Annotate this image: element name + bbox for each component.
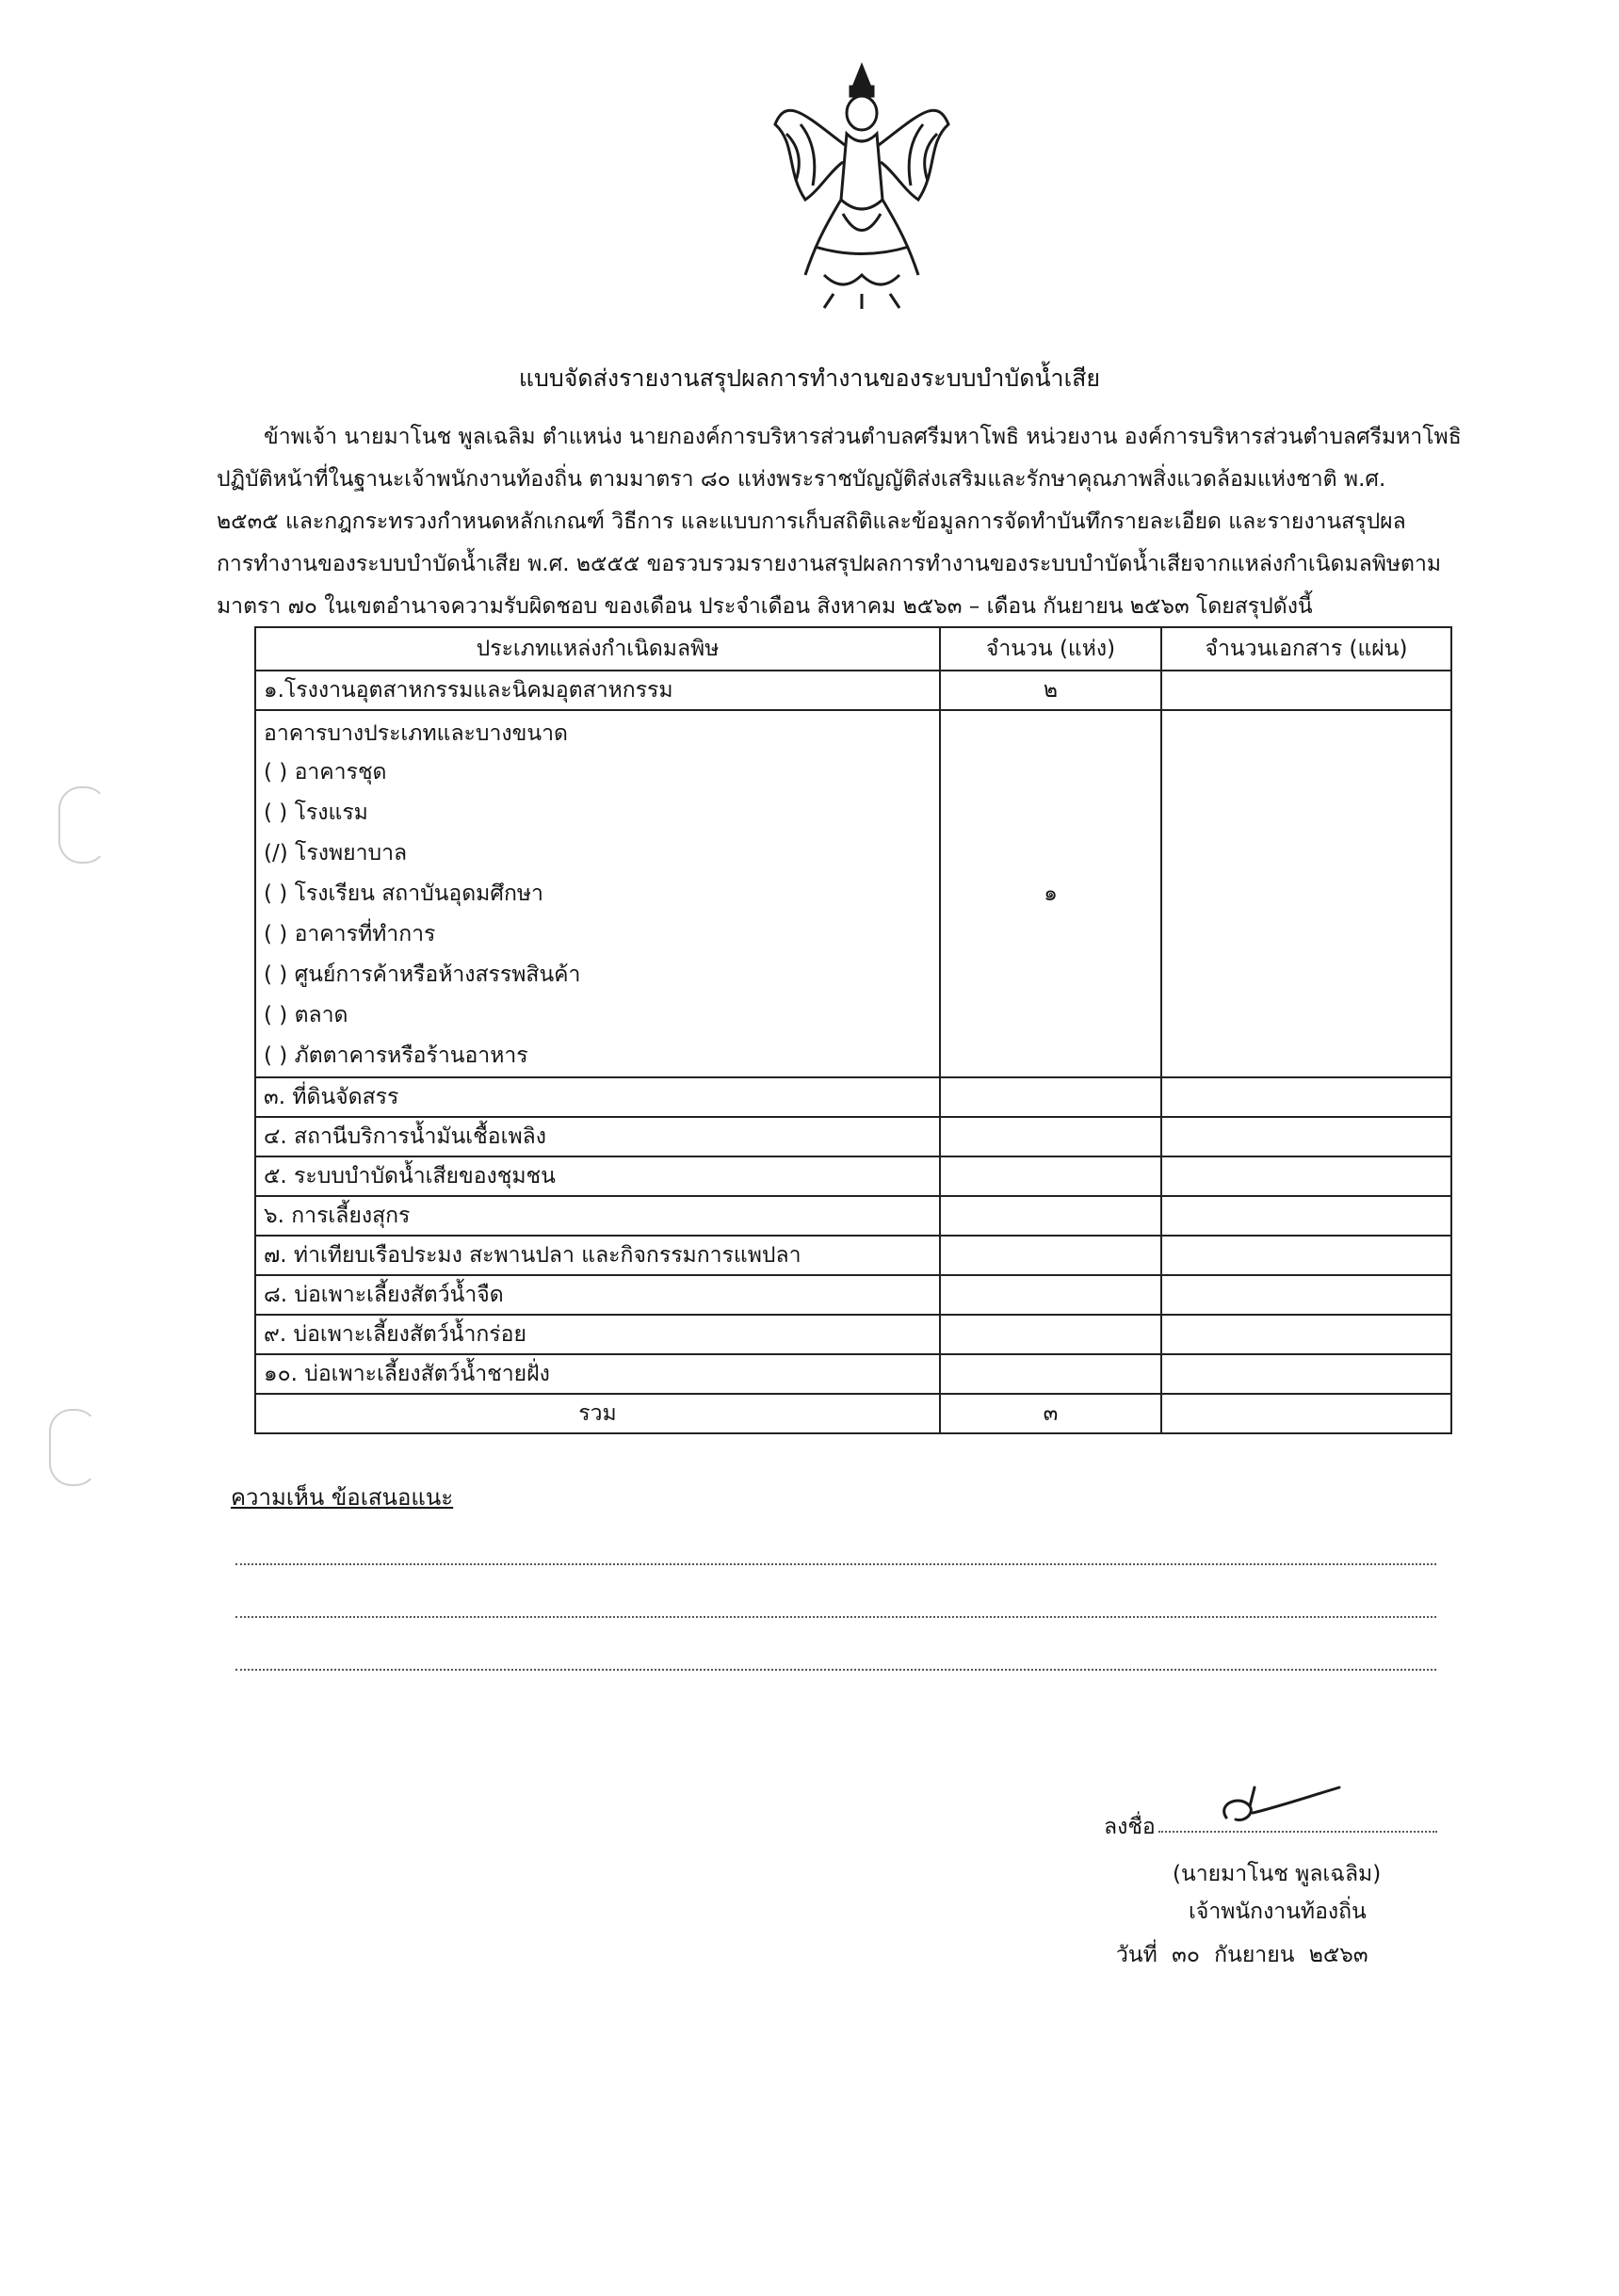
building-checkbox-item: ( ) ตลาด	[264, 1003, 348, 1027]
row-count	[940, 1156, 1161, 1196]
table-row	[255, 671, 1451, 710]
table-row-building-group	[255, 710, 1451, 1077]
comment-line[interactable]	[235, 1614, 1436, 1618]
column-header-source-type: ประเภทแหล่งกำเนิดมลพิษ	[255, 627, 940, 671]
punch-hole-mark	[49, 1409, 98, 1486]
building-checkbox-item: ( ) ศูนย์การค้าหรือห้างสรรพสินค้า	[264, 962, 581, 987]
building-checkbox-item: ( ) อาคารชุด	[264, 760, 387, 784]
column-header-count: จำนวน (แห่ง)	[940, 627, 1161, 671]
row-documents	[1161, 1156, 1451, 1196]
row-count	[940, 1196, 1161, 1236]
row-documents	[1161, 1117, 1451, 1156]
comment-line[interactable]	[235, 1667, 1436, 1671]
row-documents	[1161, 1354, 1451, 1394]
sign-label: ลงชื่อ	[1104, 1815, 1156, 1839]
row-label: ๑.โรงงานอุตสาหกรรมและนิคมอุตสาหกรรม	[255, 671, 940, 710]
comments-label: ความเห็น ข้อเสนอแนะ	[231, 1484, 454, 1511]
row-label: ๗. ท่าเทียบเรือประมง สะพานปลา และกิจกรรมการแพปลา	[255, 1236, 940, 1275]
row-label: ๙. บ่อเพาะเลี้ยงสัตว์น้ำกร่อย	[255, 1315, 940, 1354]
column-header-documents: จำนวนเอกสาร (แผ่น)	[1161, 627, 1451, 671]
total-documents	[1161, 1394, 1451, 1433]
row-label: ๑๐. บ่อเพาะเลี้ยงสัตว์น้ำชายฝั่ง	[255, 1354, 940, 1394]
table-row	[255, 1275, 1451, 1315]
row-count	[940, 1236, 1161, 1275]
building-checkbox-item: ( ) โรงเรียน สถาบันอุดมศึกษา	[264, 881, 543, 906]
table-row	[255, 1354, 1451, 1394]
document-title: แบบจัดส่งรายงานสรุปผลการทำงานของระบบบำบัดน้ำเสีย	[518, 364, 1101, 392]
building-group-documents	[1161, 710, 1451, 1077]
row-label: ๘. บ่อเพาะเลี้ยงสัตว์น้ำจืด	[255, 1275, 940, 1315]
punch-hole-mark	[58, 786, 107, 864]
row-count	[940, 1077, 1161, 1117]
row-count	[940, 1354, 1161, 1394]
signature-date: วันที่ ๓๐ กันยายน ๒๕๖๓	[1116, 1943, 1368, 1967]
handwritten-signature	[1198, 1780, 1358, 1836]
table-row	[255, 1156, 1451, 1196]
table-row	[255, 1236, 1451, 1275]
total-label: รวม	[255, 1394, 940, 1433]
body-line: ๒๕๓๕ และกฎกระทรวงกำหนดหลักเกณฑ์ วิธีการ และแบบการเก็บสถิติและข้อมูลการจัดทำบันทึกรายละเอียด และรายงานสรุปผล	[217, 509, 1406, 534]
row-count	[940, 1315, 1161, 1354]
table-header-row	[255, 627, 1451, 671]
building-checkbox-item: ( ) ภัตตาคารหรือร้านอาหาร	[264, 1043, 528, 1068]
row-label: ๖. การเลี้ยงสุกร	[255, 1196, 940, 1236]
body-line: มาตรา ๗๐ ในเขตอำนาจความรับผิดชอบ ของเดือน ประจำเดือน สิงหาคม ๒๕๖๓ – เดือน กันยายน ๒๕๖๓ โดยสรุปดังนี้	[217, 594, 1313, 619]
building-checkbox-item: ( ) โรงแรม	[264, 800, 368, 825]
body-line: การทำงานของระบบบำบัดน้ำเสีย พ.ศ. ๒๕๕๕ ขอรวบรวมรายงานสรุปผลการทำงานของระบบบำบัดน้ำเสียจากแหล่งกำเนิดมลพิษตาม	[217, 552, 1442, 576]
garuda-emblem-icon	[768, 58, 956, 313]
table-row	[255, 1077, 1451, 1117]
row-label: ๕. ระบบบำบัดน้ำเสียของชุมชน	[255, 1156, 940, 1196]
total-count: ๓	[940, 1394, 1161, 1433]
row-documents	[1161, 1077, 1451, 1117]
row-documents	[1161, 1196, 1451, 1236]
table-row	[255, 1117, 1451, 1156]
row-count	[940, 1275, 1161, 1315]
signatory-position: เจ้าพนักงานท้องถิ่น	[1189, 1900, 1367, 1924]
row-label: ๓. ที่ดินจัดสรร	[255, 1077, 940, 1117]
building-group-cell	[255, 710, 940, 1077]
comment-line[interactable]	[235, 1561, 1436, 1565]
row-documents	[1161, 1236, 1451, 1275]
row-count: ๒	[940, 671, 1161, 710]
building-group-count: ๑	[940, 710, 1161, 1077]
body-line: ปฏิบัติหน้าที่ในฐานะเจ้าพนักงานท้องถิ่น ตามมาตรา ๘๐ แห่งพระราชบัญญัติส่งเสริมและรักษาคุณภาพสิ่งแวดล้อมแห่งชาติ พ.ศ.	[217, 467, 1386, 492]
row-label: ๔. สถานีบริการน้ำมันเชื้อเพลิง	[255, 1117, 940, 1156]
table-row	[255, 1315, 1451, 1354]
table-row	[255, 1196, 1451, 1236]
pollution-source-table	[254, 626, 1452, 1434]
building-checkbox-item: ( ) อาคารที่ทำการ	[264, 922, 436, 946]
row-documents	[1161, 671, 1451, 710]
row-count	[940, 1117, 1161, 1156]
row-documents	[1161, 1275, 1451, 1315]
table-total-row	[255, 1394, 1451, 1433]
body-line: ข้าพเจ้า นายมาโนช พูลเฉลิม ตำแหน่ง นายกองค์การบริหารส่วนตำบลศรีมหาโพธิ หน่วยงาน องค์การบริหารส่วนตำบลศรีมหาโพธิ	[264, 425, 1462, 449]
building-checkbox-item: (/) โรงพยาบาล	[264, 841, 408, 865]
building-group-label: อาคารบางประเภทและบางขนาด	[264, 721, 568, 746]
row-documents	[1161, 1315, 1451, 1354]
signatory-name: (นายมาโนช พูลเฉลิม)	[1173, 1862, 1382, 1886]
